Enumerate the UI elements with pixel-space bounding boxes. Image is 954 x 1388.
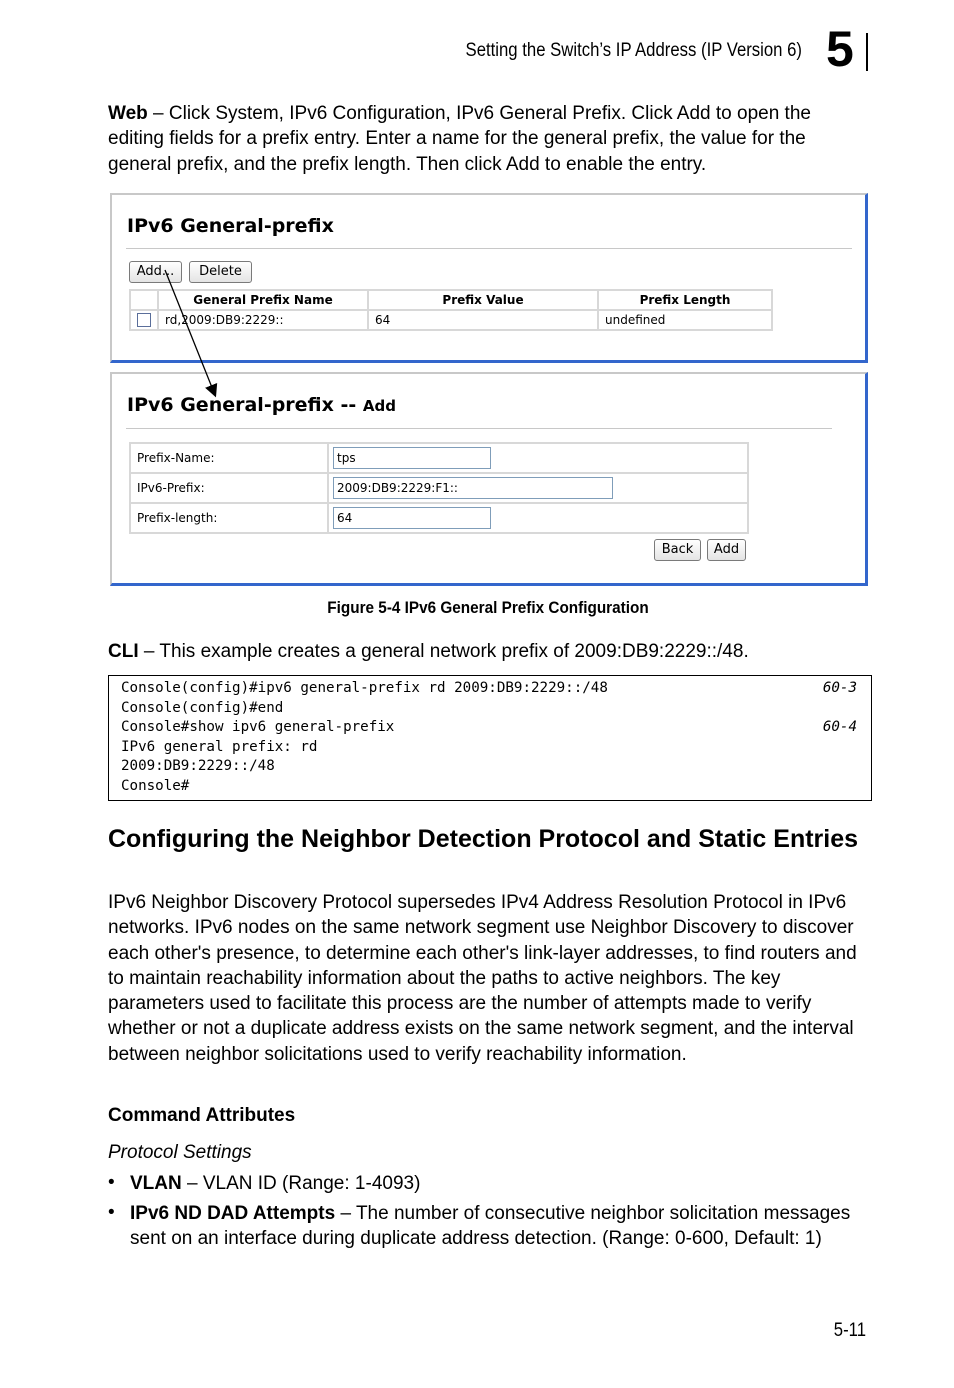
cli-code-block [108, 675, 872, 801]
prefix-name-input[interactable]: tps [333, 447, 491, 469]
code-line: Console#show ipv6 general-prefix [121, 719, 395, 735]
prefix-length-cell: undefined [598, 310, 772, 330]
add-submit-button[interactable]: Add [707, 539, 746, 561]
page-number: 5-11 [833, 1320, 866, 1341]
add-panel-title-suffix: Add [362, 397, 396, 415]
bullet-icon: • [108, 1172, 115, 1193]
bullet-desc: – VLAN ID (Range: 1-4093) [181, 1173, 421, 1194]
running-header: Setting the Switch’s IP Address (IP Version 6) [465, 40, 802, 61]
section-heading: Configuring the Neighbor Detection Protocol and Static Entries [108, 825, 859, 853]
command-attributes-heading: Command Attributes [108, 1105, 296, 1126]
bullet-term: VLAN [130, 1173, 182, 1194]
column-header: General Prefix Name [158, 290, 368, 310]
column-header: Prefix Length [598, 290, 772, 310]
prefix-name-label: Prefix-Name: [137, 451, 215, 465]
list-item [130, 1201, 868, 1252]
code-line: Console(config)#end [121, 699, 284, 716]
code-page-ref: 60-4 [822, 719, 857, 735]
bullet-icon: • [108, 1202, 115, 1223]
protocol-settings-heading: Protocol Settings [108, 1142, 252, 1163]
code-page-ref: 60-3 [822, 680, 857, 696]
code-line: 2009:DB9:2229::/48 [121, 758, 275, 774]
section-body: IPv6 Neighbor Discovery Protocol supersedes IPv4 Address Resolution Protocol in IPv6 networks. IPv6 nodes on the same network segment use Neighbor Discovery to discover each other's presence, to determine each other's link-layer addresses, to find routers and to maintain reachability information about the paths to active neighbors. The key parameters used to facilitate this process are the number of attempts made to verify whether or not a duplicate address exists on the same network segment, and the interval between neighbor solicitations used to verify reachability information. [108, 892, 857, 1065]
prefix-value-cell: 64 [368, 310, 598, 330]
list-panel-title: IPv6 General-prefix [127, 215, 334, 237]
ipv6-prefix-input[interactable]: 2009:DB9:2229:F1:: [333, 477, 613, 499]
prefix-length-input[interactable]: 64 [333, 507, 491, 529]
cli-intro [108, 639, 868, 664]
bullet-term: IPv6 ND DAD Attempts [130, 1203, 336, 1224]
chapter-number: 5 [826, 21, 853, 77]
cli-text: – This example creates a general network prefix of 2009:DB9:2229::/48. [138, 641, 749, 662]
web-text: – Click System, IPv6 Configuration, IPv6 General Prefix. Click Add to open the editing fields for a prefix entry. Enter a name for the general prefix, the value for the general prefix, and the prefix length. Then click Add to enable the entry. [108, 103, 811, 175]
code-line: Console(config)#ipv6 general-prefix rd 2009:DB9:2229::/48 [121, 680, 608, 696]
list-item [130, 1171, 868, 1196]
prefix-name-cell: rd,2009:DB9:2229:: [158, 310, 368, 330]
column-header: Prefix Value [368, 290, 598, 310]
back-button[interactable]: Back [654, 539, 701, 561]
delete-button[interactable]: Delete [189, 261, 252, 283]
add-panel-title-text: IPv6 General-prefix -- [127, 394, 357, 416]
web-lead: Web [108, 103, 148, 124]
ipv6-prefix-label: IPv6-Prefix: [137, 481, 205, 495]
add-button[interactable]: Add... [129, 261, 182, 283]
bullet-desc: – The number of consecutive neighbor solicitation messages sent on an interface during duplicate address detection. (Range: 0-600, Default: 1) [130, 1203, 851, 1250]
prefix-length-label: Prefix-length: [137, 511, 218, 525]
figure-caption: Figure 5-4 IPv6 General Prefix Configuration [327, 598, 649, 617]
code-line: IPv6 general prefix: rd [121, 738, 318, 755]
code-line: Console# [121, 777, 190, 794]
cli-lead: CLI [108, 641, 139, 662]
